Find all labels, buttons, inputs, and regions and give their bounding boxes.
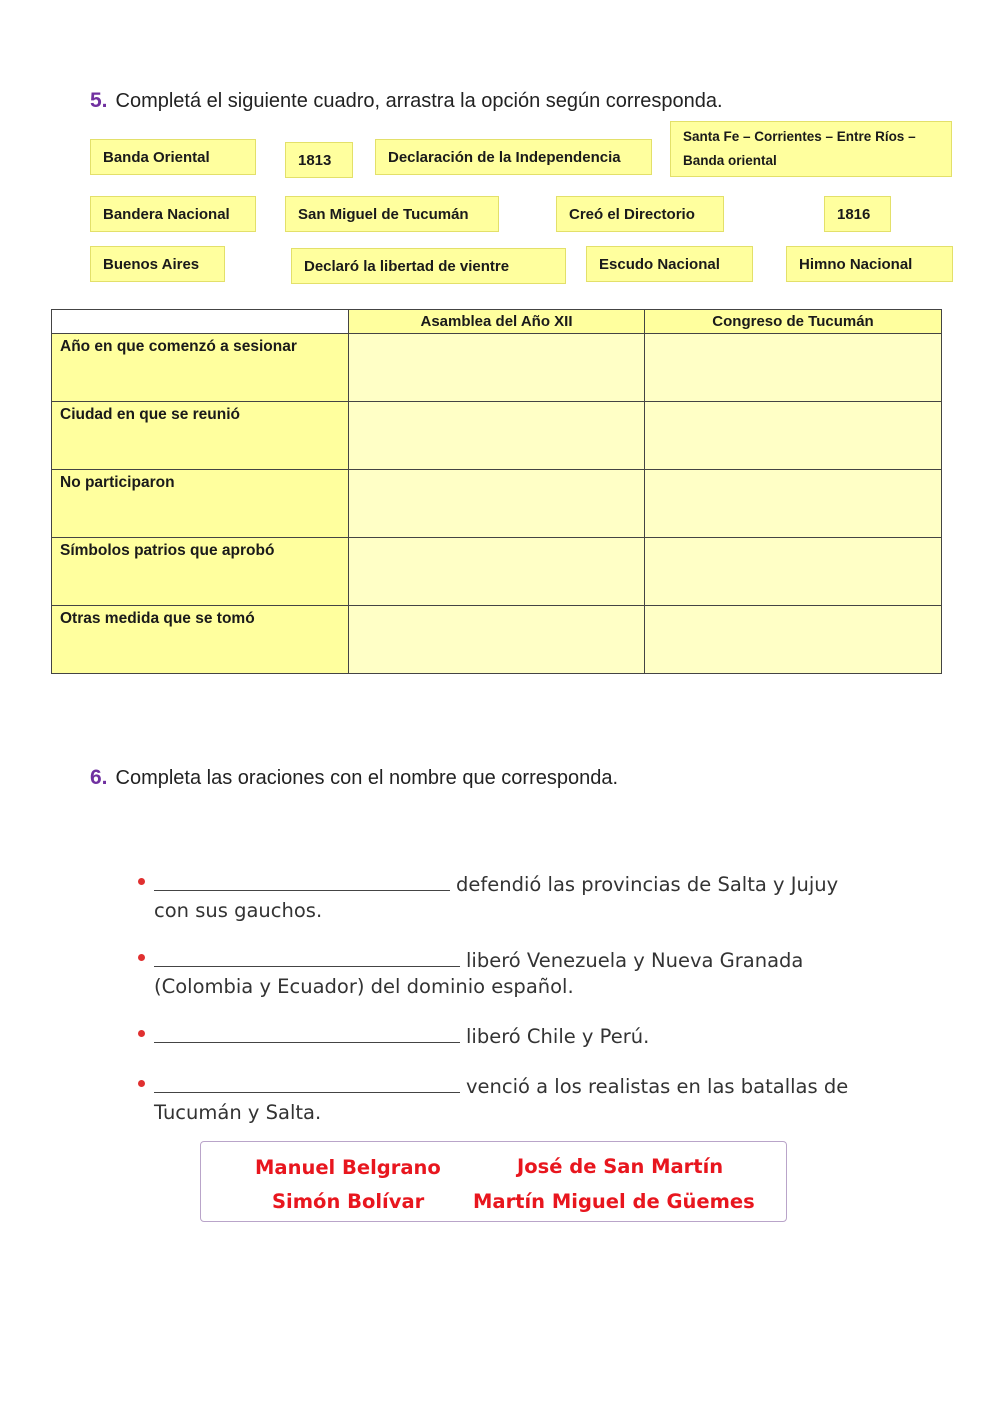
table-row — [52, 402, 942, 470]
drop-zone-congreso-no-participaron[interactable] — [645, 470, 942, 538]
sentence-text: liberó Chile y Perú. — [466, 1025, 650, 1048]
chip-creo-el-directorio[interactable]: Creó el Directorio — [556, 196, 724, 232]
question-5-number: 5. — [90, 89, 108, 112]
row-label-simbolos: Símbolos patrios que aprobó — [52, 538, 349, 606]
answer-blank[interactable] — [154, 1024, 460, 1043]
sentence-list — [138, 872, 858, 1150]
name-bank — [200, 1141, 787, 1222]
bullet-icon — [138, 1030, 145, 1037]
sentence-text: defendió las provincias de Salta y Jujuy — [456, 873, 839, 896]
sentence-text: venció a los realistas en las batallas de — [466, 1075, 849, 1098]
sentence-bolivar — [138, 948, 858, 1000]
header-congreso: Congreso de Tucumán — [645, 310, 942, 334]
sentence-text-continued: con sus gauchos. — [154, 899, 323, 922]
question-6-number: 6. — [90, 766, 108, 789]
chip-santa-fe-corrientes[interactable]: Santa Fe – Corrientes – Entre Ríos – Banda oriental — [670, 121, 952, 177]
question-6-instruction: Completa las oraciones con el nombre que corresponda. — [115, 767, 619, 789]
row-label-no-participaron: No participaron — [52, 470, 349, 538]
table-header-row — [52, 310, 942, 334]
table-row — [52, 606, 942, 674]
chip-himno-nacional[interactable]: Himno Nacional — [786, 246, 953, 282]
table-row — [52, 538, 942, 606]
sentence-text: liberó Venezuela y Nueva Granada — [466, 949, 804, 972]
question-5-title — [90, 89, 723, 113]
sentence-text-continued: Tucumán y Salta. — [154, 1101, 322, 1124]
header-asamblea: Asamblea del Año XII — [349, 310, 645, 334]
sentence-text-continued: (Colombia y Ecuador) del dominio español. — [154, 975, 574, 998]
drop-zone-asamblea-ano[interactable] — [349, 334, 645, 402]
question-6-title — [90, 766, 618, 790]
bullet-icon — [138, 878, 145, 885]
chip-banda-oriental[interactable]: Banda Oriental — [90, 139, 256, 175]
drop-zone-asamblea-simbolos[interactable] — [349, 538, 645, 606]
chip-1816[interactable]: 1816 — [824, 196, 891, 232]
header-corner — [52, 310, 349, 334]
bullet-icon — [138, 954, 145, 961]
drop-zone-asamblea-ciudad[interactable] — [349, 402, 645, 470]
name-martin-miguel-de-guemes[interactable]: Martín Miguel de Güemes — [473, 1190, 755, 1213]
answer-blank[interactable] — [154, 1074, 460, 1093]
answer-blank[interactable] — [154, 872, 450, 891]
chip-escudo-nacional[interactable]: Escudo Nacional — [586, 246, 753, 282]
table-row — [52, 470, 942, 538]
name-jose-de-san-martin[interactable]: José de San Martín — [517, 1155, 724, 1178]
chip-bandera-nacional[interactable]: Bandera Nacional — [90, 196, 256, 232]
table-row — [52, 334, 942, 402]
comparison-table — [51, 309, 942, 674]
bullet-icon — [138, 1080, 145, 1087]
drop-zone-congreso-otras[interactable] — [645, 606, 942, 674]
sentence-guemes — [138, 872, 858, 924]
chip-buenos-aires[interactable]: Buenos Aires — [90, 246, 225, 282]
question-5-instruction: Completá el siguiente cuadro, arrastra la opción según corresponda. — [115, 90, 723, 112]
chip-libertad-de-vientre[interactable]: Declaró la libertad de vientre — [291, 248, 566, 284]
row-label-otras-medidas: Otras medida que se tomó — [52, 606, 349, 674]
name-simon-bolivar[interactable]: Simón Bolívar — [272, 1190, 425, 1213]
drop-zone-congreso-simbolos[interactable] — [645, 538, 942, 606]
drop-zone-congreso-ciudad[interactable] — [645, 402, 942, 470]
name-manuel-belgrano[interactable]: Manuel Belgrano — [255, 1156, 441, 1179]
row-label-ano: Año en que comenzó a sesionar — [52, 334, 349, 402]
drop-zone-asamblea-otras[interactable] — [349, 606, 645, 674]
sentence-belgrano — [138, 1074, 858, 1126]
sentence-san-martin — [138, 1024, 858, 1050]
drop-zone-congreso-ano[interactable] — [645, 334, 942, 402]
chip-declaracion-independencia[interactable]: Declaración de la Independencia — [375, 139, 652, 175]
row-label-ciudad: Ciudad en que se reunió — [52, 402, 349, 470]
chip-san-miguel-de-tucuman[interactable]: San Miguel de Tucumán — [285, 196, 499, 232]
drop-zone-asamblea-no-participaron[interactable] — [349, 470, 645, 538]
chip-1813[interactable]: 1813 — [285, 142, 353, 178]
answer-blank[interactable] — [154, 948, 460, 967]
